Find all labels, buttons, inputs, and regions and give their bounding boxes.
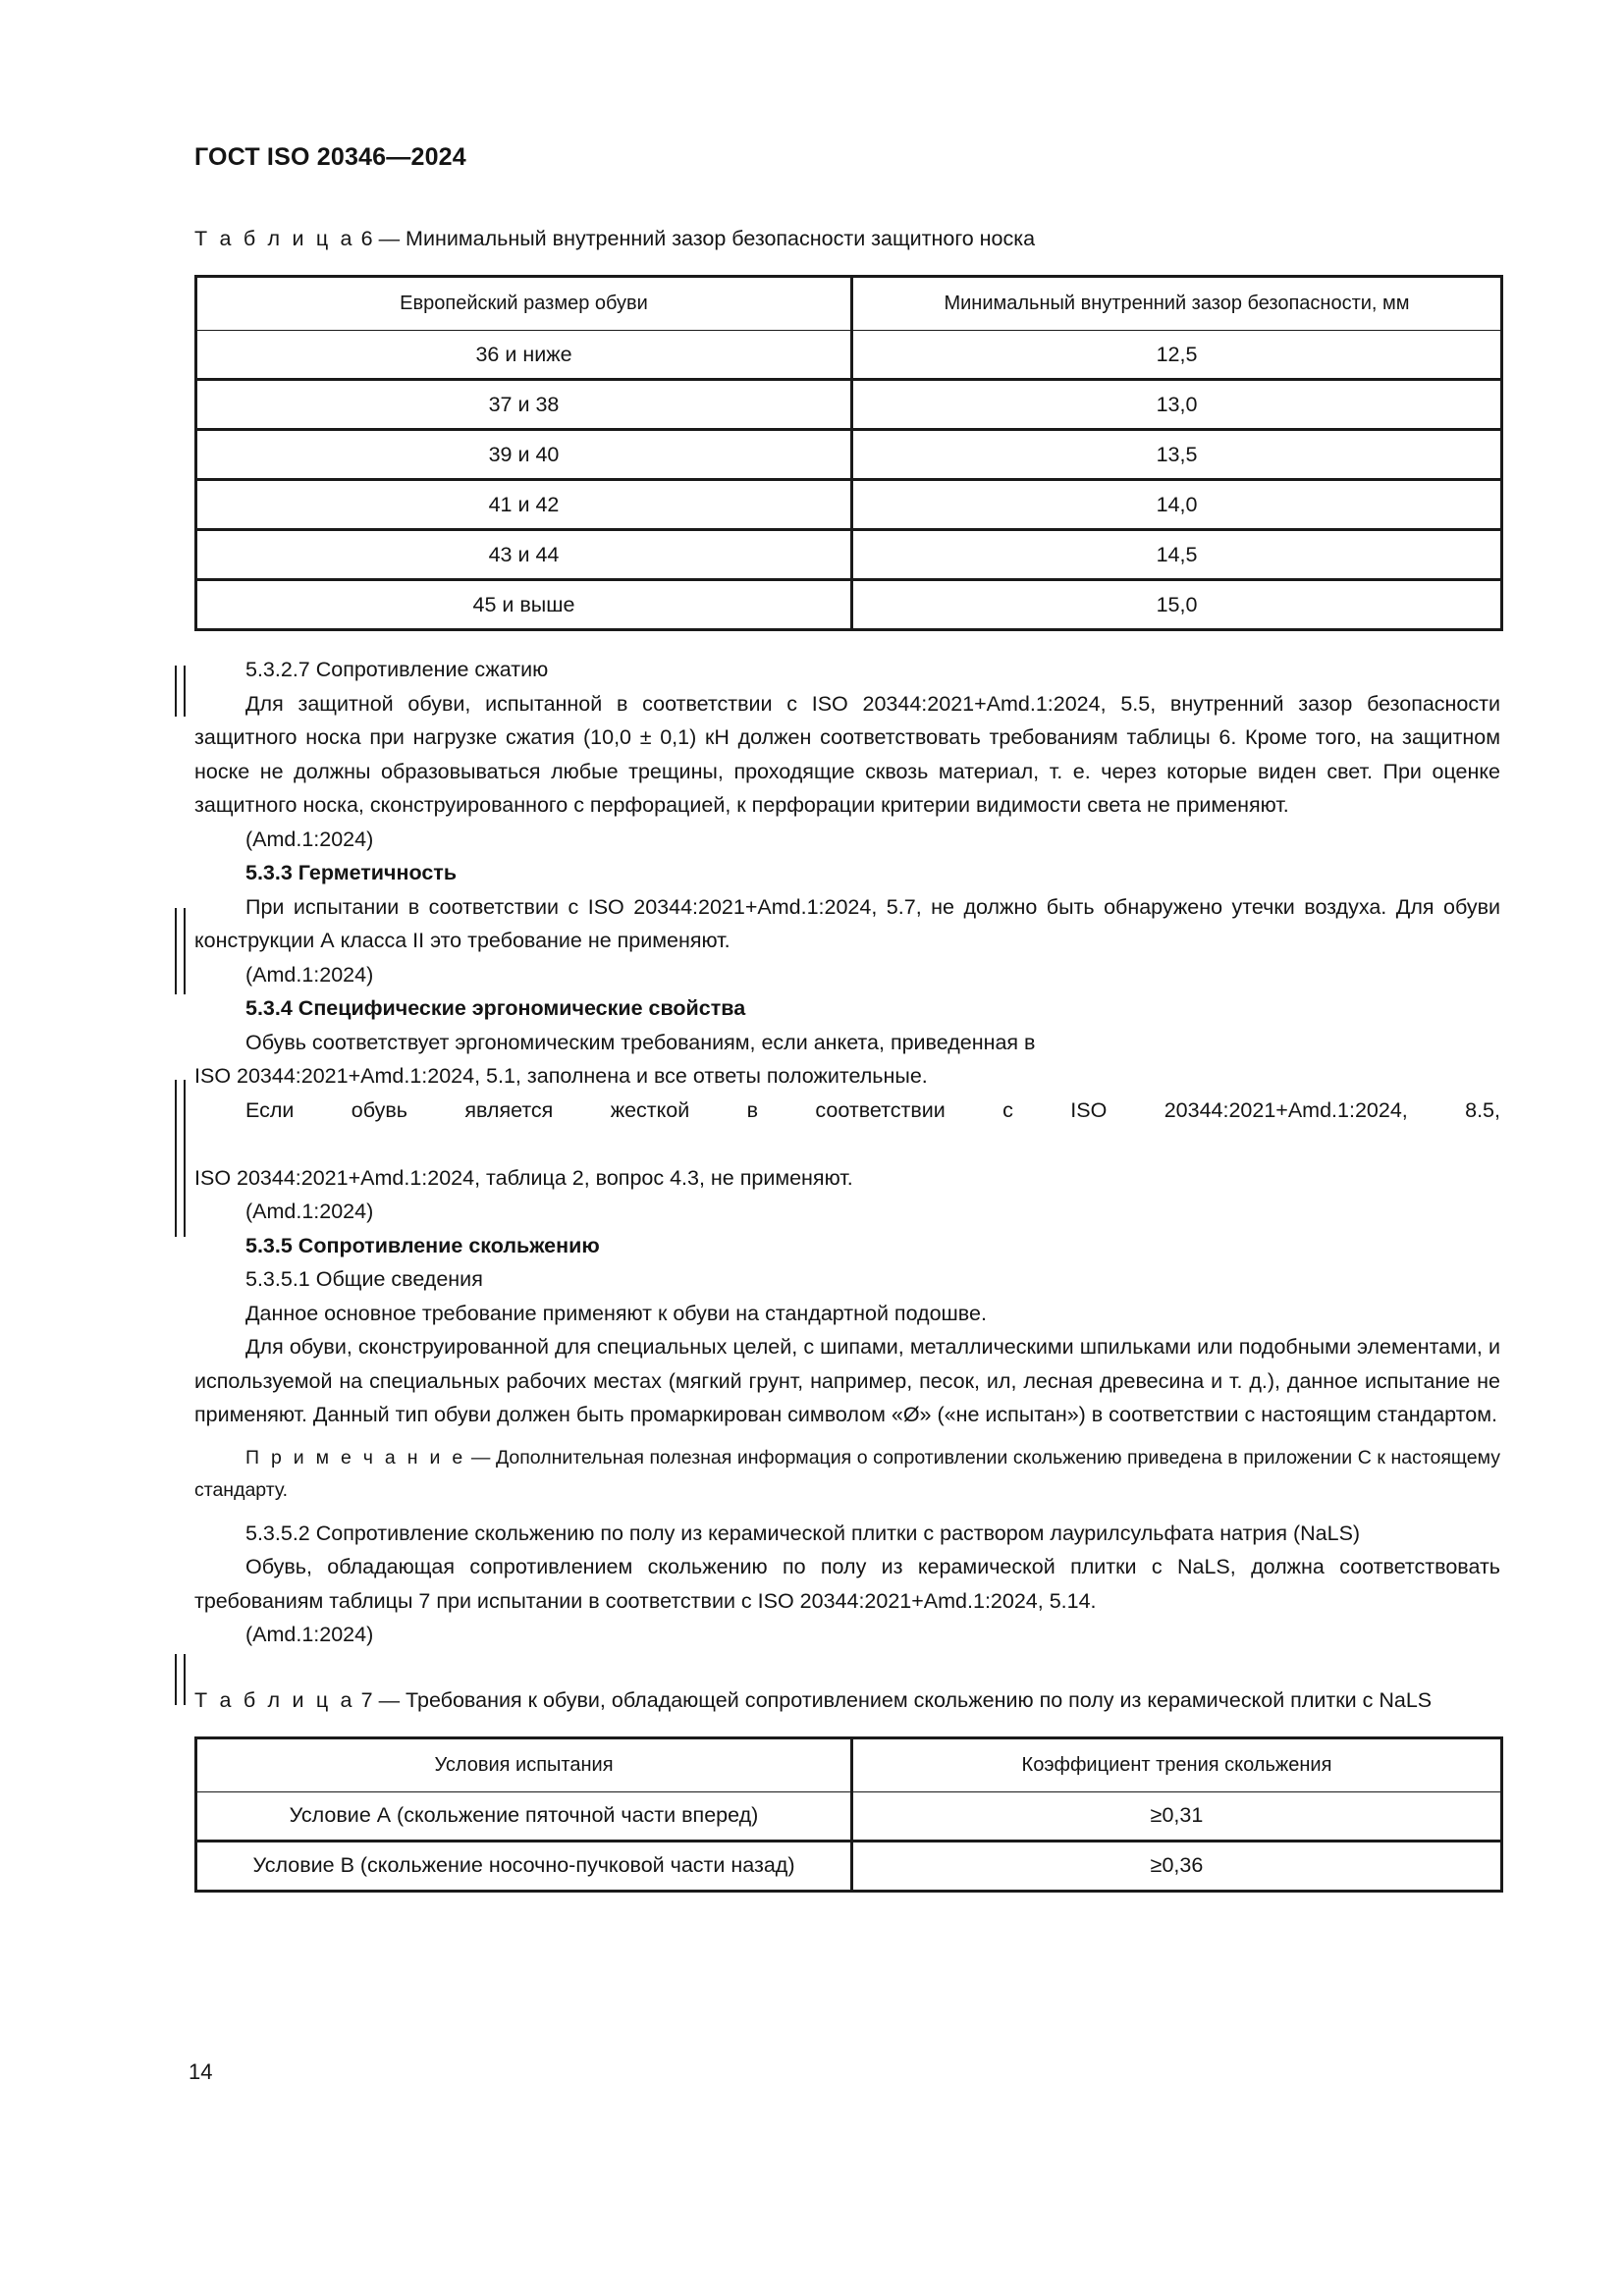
table6-cell-size: 37 и 38 (196, 380, 852, 430)
section-5352-paragraph: Обувь, обладающая сопротивлением скольжению по полу из керамической плитки с NaLS, должна соответствовать требованиям таблицы 7 при испытании в соответствии с ISO 20344:2021+Amd.1:2024, 5.14. (194, 1555, 1500, 1613)
table7-header-row (196, 1737, 1502, 1791)
section-534-paragraph2-line1-text: Если обувь является жесткой в соответствии с ISO 20344:2021+Amd.1:2024, 8.5, (245, 1097, 1500, 1122)
section-534-paragraph-line1: Обувь соответствует эргономическим требованиям, если анкета, приведенная в (245, 1030, 1036, 1054)
note-label: П р и м е ч а н и е (245, 1446, 466, 1468)
change-bar-1 (175, 666, 186, 717)
table6-cell-clearance: 13,5 (852, 430, 1502, 480)
section-5351-paragraph1: Данное основное требование применяют к обуви на стандартной подошве. (245, 1301, 987, 1325)
section-535-heading: 5.3.5 Сопротивление скольжению (245, 1233, 600, 1257)
page-content (194, 0, 1500, 1893)
section-5351-paragraph2: Для обуви, сконструированной для специальных целей, с шипами, металлическими шпильками или подобными элементами, и используемой на специальных рабочих местах (мягкий грунт, например, песок, ил, лесная древесина и т. д.), данное испытание не применяют. Данный тип обуви должен быть промаркирован символом «Ø» («не испытан») в соответствии с настоящим стандартом. (194, 1335, 1500, 1426)
change-bar-2 (175, 908, 186, 994)
table6-cell-clearance: 13,0 (852, 380, 1502, 430)
table-row (196, 480, 1502, 530)
table6-cell-clearance: 15,0 (852, 580, 1502, 630)
table6-caption-label: Т а б л и ц а (194, 227, 355, 250)
table6-cell-clearance: 14,5 (852, 530, 1502, 580)
table6-cell-size: 41 и 42 (196, 480, 852, 530)
table6-cell-size: 36 и ниже (196, 331, 852, 380)
table7-caption-text: 7 — Требования к обуви, обладающей сопротивлением скольжению по полу из керамической плитки с NaLS (360, 1687, 1433, 1712)
table-row (196, 331, 1502, 380)
section-5351-heading: 5.3.5.1 Общие сведения (245, 1267, 483, 1291)
table7-cell-coefficient: ≥0,31 (852, 1791, 1502, 1841)
table-row (196, 1841, 1502, 1891)
table6-cell-size: 39 и 40 (196, 430, 852, 480)
table6-cell-size: 45 и выше (196, 580, 852, 630)
table7-caption-label: Т а б л и ц а (194, 1687, 355, 1712)
note-text: — Дополнительная полезная информация о сопротивлении скольжению приведена в приложении С к настоящему стандарту. (194, 1446, 1500, 1501)
change-bar-4 (175, 1654, 186, 1705)
table6-cell-clearance: 14,0 (852, 480, 1502, 530)
table-row (196, 1791, 1502, 1841)
document-header: ГОСТ ISO 20346—2024 (194, 143, 466, 171)
table6-caption-text: 6 — Минимальный внутренний зазор безопасности защитного носка (360, 227, 1036, 250)
table7-cell-condition: Условие В (скольжение носочно-пучковой части назад) (196, 1841, 852, 1891)
section-533-paragraph: При испытании в соответствии с ISO 20344:2021+Amd.1:2024, 5.7, не должно быть обнаружено утечки воздуха. Для обуви конструкции А класса II это требование не применяют. (194, 894, 1500, 952)
table-row (196, 530, 1502, 580)
table-row (196, 380, 1502, 430)
table6-cell-size: 43 и 44 (196, 530, 852, 580)
amendment-note-2: (Amd.1:2024) (245, 962, 374, 987)
table7-header-cell-1: Условия испытания (196, 1737, 852, 1791)
amendment-note-3: (Amd.1:2024) (245, 1200, 374, 1223)
section-5327-heading: 5.3.2.7 Сопротивление сжатию (245, 658, 549, 681)
table6-header-cell-2: Минимальный внутренний зазор безопасности, мм (852, 277, 1502, 331)
table6-header-row (196, 277, 1502, 331)
page-number: 14 (189, 2059, 213, 2084)
section-534-heading: 5.3.4 Специфические эргономические свойства (245, 996, 746, 1020)
section-534-paragraph2-line1 (194, 1094, 1500, 1161)
section-5327-paragraph: Для защитной обуви, испытанной в соответствии с ISO 20344:2021+Amd.1:2024, 5.5, внутренний зазор безопасности защитного носка при нагрузке сжатия (10,0 ± 0,1) кН должен соответствовать требованиям таблицы 6. Кроме того, на защитном носке не должны образовываться любые трещины, проходящие сквозь материал, т. е. через которые виден свет. При оценке защитного носка, сконструированного с перфорацией, к перфорации критерии видимости света не применяют. (194, 691, 1500, 817)
amendment-note-1: (Amd.1:2024) (245, 827, 374, 851)
change-bar-3 (175, 1080, 186, 1237)
table7-cell-condition: Условие А (скольжение пяточной части вперед) (196, 1791, 852, 1841)
table6-cell-clearance: 12,5 (852, 331, 1502, 380)
section-534-paragraph-line2: ISO 20344:2021+Amd.1:2024, 5.1, заполнена и все ответы положительные. (194, 1064, 928, 1088)
table7-header-cell-2: Коэффициент трения скольжения (852, 1737, 1502, 1791)
section-5352-heading: 5.3.5.2 Сопротивление скольжению по полу из керамической плитки с раствором лаурилсульфата натрия (NaLS) (245, 1521, 1361, 1545)
table7-caption (194, 1685, 1500, 1715)
table6 (194, 275, 1503, 631)
amendment-note-4: (Amd.1:2024) (245, 1623, 374, 1646)
note-block (194, 1442, 1500, 1507)
section-533-heading: 5.3.3 Герметичность (245, 861, 458, 884)
table7 (194, 1736, 1503, 1893)
table-row (196, 580, 1502, 630)
table-row (196, 430, 1502, 480)
section-534-paragraph2-line2: ISO 20344:2021+Amd.1:2024, таблица 2, вопрос 4.3, не применяют. (194, 1165, 853, 1190)
table6-header-cell-1: Европейский размер обуви (196, 277, 852, 331)
table6-caption (194, 224, 1500, 253)
table7-cell-coefficient: ≥0,36 (852, 1841, 1502, 1891)
